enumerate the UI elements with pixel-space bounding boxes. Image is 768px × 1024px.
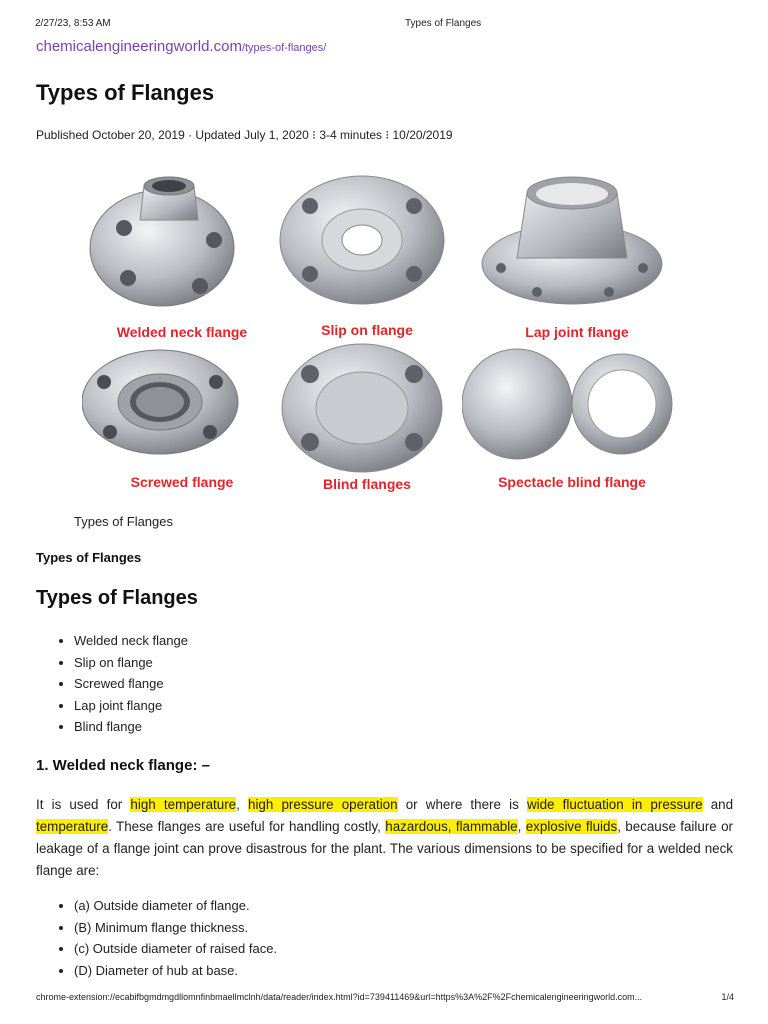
print-title: Types of Flanges	[405, 18, 482, 29]
paragraph-segment: ,	[236, 797, 248, 812]
welded-neck-flange-cell	[82, 168, 282, 338]
screwed-flange-image	[82, 340, 282, 485]
list-item: • Screwed flange	[74, 673, 188, 695]
flange-types-figure	[82, 168, 682, 502]
highlight-explosive-fluids: explosive fluids	[525, 819, 618, 834]
highlight-hazardous-flammable: hazardous, flammable	[385, 819, 518, 834]
paragraph-segment: ,	[517, 819, 526, 834]
page-title: Types of Flanges	[36, 80, 215, 105]
paragraph-segment: It is used for	[36, 797, 131, 812]
paragraph-segment: , because failure or leakage of a flange joint can prove disastrous for the plant. The various dimensions to be specified for a welded neck flange are:	[36, 819, 733, 878]
source-link[interactable]	[36, 38, 326, 55]
lap-joint-flange-cell	[477, 168, 677, 338]
label-lap-joint-flange: Lap joint flange	[525, 324, 629, 340]
blind-flange-image	[267, 340, 467, 485]
list-item: • Slip on flange	[74, 652, 188, 674]
print-footer	[36, 992, 734, 1006]
slip-on-flange-image	[267, 168, 467, 318]
footer-url: chrome-extension://ecabifbgmdmgdllomnfinbmaellmclnh/data/reader/index.html?id=739411469&url=https%3A%2F%2Fchemicalengineeringworld.com...	[36, 992, 643, 1002]
slip-on-flange-cell	[267, 168, 467, 338]
list-item: • (c) Outside diameter of raised face.	[74, 938, 277, 960]
list-item: • (D) Diameter of hub at base.	[74, 960, 277, 982]
screwed-flange-cell	[82, 340, 282, 510]
label-blind-flanges: Blind flanges	[323, 476, 411, 492]
welded-neck-flange-image	[82, 168, 282, 318]
figure-caption: Types of Flanges	[74, 514, 173, 529]
welded-neck-subheading: 1. Welded neck flange: –	[36, 757, 210, 774]
label-welded-neck-flange: Welded neck flange	[116, 324, 248, 340]
list-item: • Lap joint flange	[74, 695, 188, 717]
highlight-temperature: temperature	[36, 819, 109, 834]
print-header	[35, 18, 733, 32]
label-screwed-flange: Screwed flange	[130, 474, 234, 490]
list-item: • (B) Minimum flange thickness.	[74, 917, 277, 939]
list-item: • Blind flange	[74, 716, 188, 738]
lap-joint-flange-image	[477, 168, 677, 318]
paragraph-segment: or where there is	[397, 797, 527, 812]
paragraph-segment: . These flanges are useful for handling costly,	[108, 819, 386, 834]
highlight-high-temperature: high temperature	[130, 797, 237, 812]
source-path[interactable]: /types-of-flanges/	[241, 42, 327, 54]
small-heading: Types of Flanges	[36, 550, 142, 565]
spectacle-blind-flange-cell	[462, 340, 682, 510]
blind-flanges-cell	[267, 340, 467, 510]
list-item: • Welded neck flange	[74, 630, 188, 652]
highlight-high-pressure: high pressure operation	[248, 797, 398, 812]
print-datetime: 2/27/23, 8:53 AM	[35, 18, 111, 29]
spectacle-blind-flange-image	[462, 340, 682, 485]
label-slip-on-flange: Slip on flange	[321, 322, 413, 338]
list-item: • (a) Outside diameter of flange.	[74, 895, 277, 917]
flange-types-list	[56, 630, 188, 738]
source-domain[interactable]: chemicalengineeringworld.com	[36, 38, 242, 55]
paragraph-segment: and	[702, 797, 734, 812]
dimensions-list	[56, 895, 277, 981]
section-heading: Types of Flanges	[36, 587, 198, 609]
welded-neck-paragraph	[36, 794, 733, 882]
highlight-wide-fluctuation: wide fluctuation in pressure	[526, 797, 703, 812]
label-spectacle-blind-flange: Spectacle blind flange	[498, 474, 646, 490]
publish-meta: Published October 20, 2019 · Updated July 1, 2020 ⁝ 3-4 minutes ⁝ 10/20/2019	[36, 128, 453, 142]
page-number: 1/4	[721, 992, 734, 1002]
